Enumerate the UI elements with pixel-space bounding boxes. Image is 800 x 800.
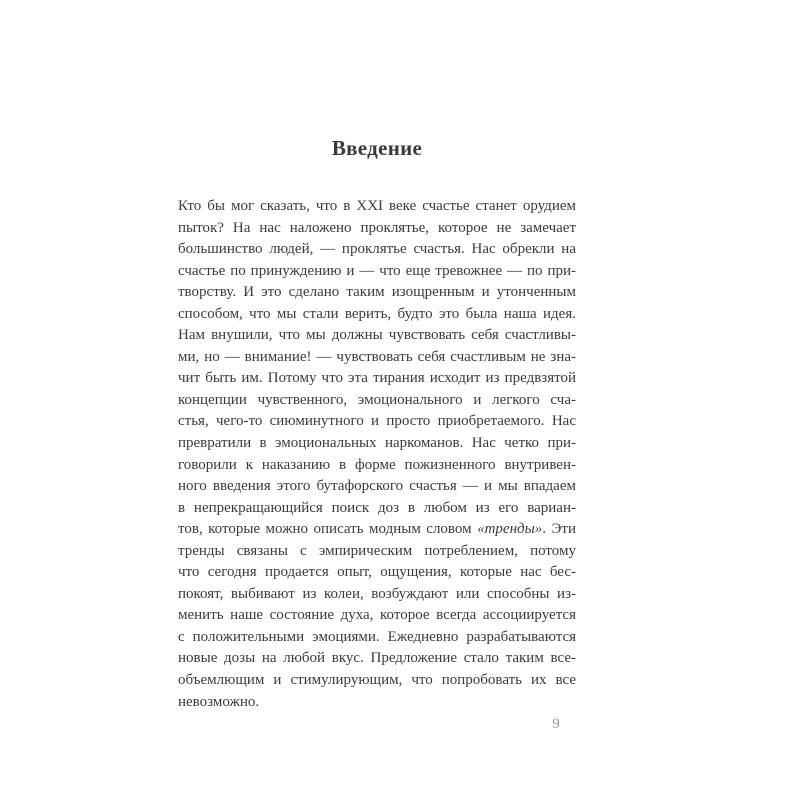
- paragraph-line: что сегодня продается опыт, ощущения, которые нас бес-: [178, 564, 576, 581]
- paragraph-line: концепции чувственного, эмоционального и легкого сча-: [178, 391, 576, 408]
- paragraph-line: тренды связаны с эмпирическим потреблением, потому: [178, 542, 576, 559]
- paragraph-line: невозможно.: [178, 693, 260, 710]
- paragraph: [178, 196, 576, 713]
- paragraph-line: большинство людей, — проклятье счастья. Нас обрекли на: [178, 241, 576, 258]
- paragraph-line: менить наше состояние духа, которое всегда ассоциируется: [178, 607, 576, 624]
- paragraph-line: чит быть им. Потому что эта тирания исходит из предвзятой: [178, 370, 576, 387]
- paragraph-line: пыток? На нас наложено проклятье, которое не замечает: [178, 219, 576, 236]
- paragraph-line: ми, но — внимание! — чувствовать себя счастливым не зна-: [178, 348, 576, 365]
- paragraph-line: с положительными эмоциями. Ежедневно разрабатываются: [178, 628, 576, 645]
- paragraph-line: объемлющим и стимулирующим, что попробовать их все: [178, 672, 576, 689]
- paragraph-line: Нам внушили, что мы должны чувствовать себя счастливы-: [178, 327, 576, 344]
- paragraph-line: ного введения этого бутафорского счастья — и мы впадаем: [178, 478, 576, 495]
- paragraph-line: творству. И это сделано таким изощренным и утонченным: [178, 284, 576, 301]
- paragraph-line: превратили в эмоциональных наркоманов. Нас четко при-: [178, 435, 576, 452]
- paragraph-line: новые дозы на любой вкус. Предложение стало таким все-: [178, 650, 576, 667]
- paragraph-line: Кто бы мог сказать, что в XXI веке счастье станет орудием: [178, 198, 576, 214]
- chapter-title: Введение: [331, 136, 423, 160]
- paragraph-line: счастье по принуждению и — что еще тревожнее — по при-: [178, 262, 576, 279]
- paragraph-line: покоят, выбивают из колеи, возбуждают или способны из-: [178, 585, 576, 602]
- paragraph-line: тов, которые можно описать модным словом «тренды». Эти: [178, 521, 576, 538]
- paragraph-line: стья, чего-то сиюминутного и просто приобретаемого. Нас: [178, 413, 576, 430]
- paragraph-line: говорили к наказанию в форме пожизненного внутривен-: [178, 456, 576, 473]
- paragraph-line: способом, что мы стали верить, будто это была наша идея.: [178, 305, 576, 322]
- page-number: 9: [552, 716, 560, 732]
- paragraph-line: в непрекращающийся поиск доз в любом из его вариан-: [178, 499, 576, 516]
